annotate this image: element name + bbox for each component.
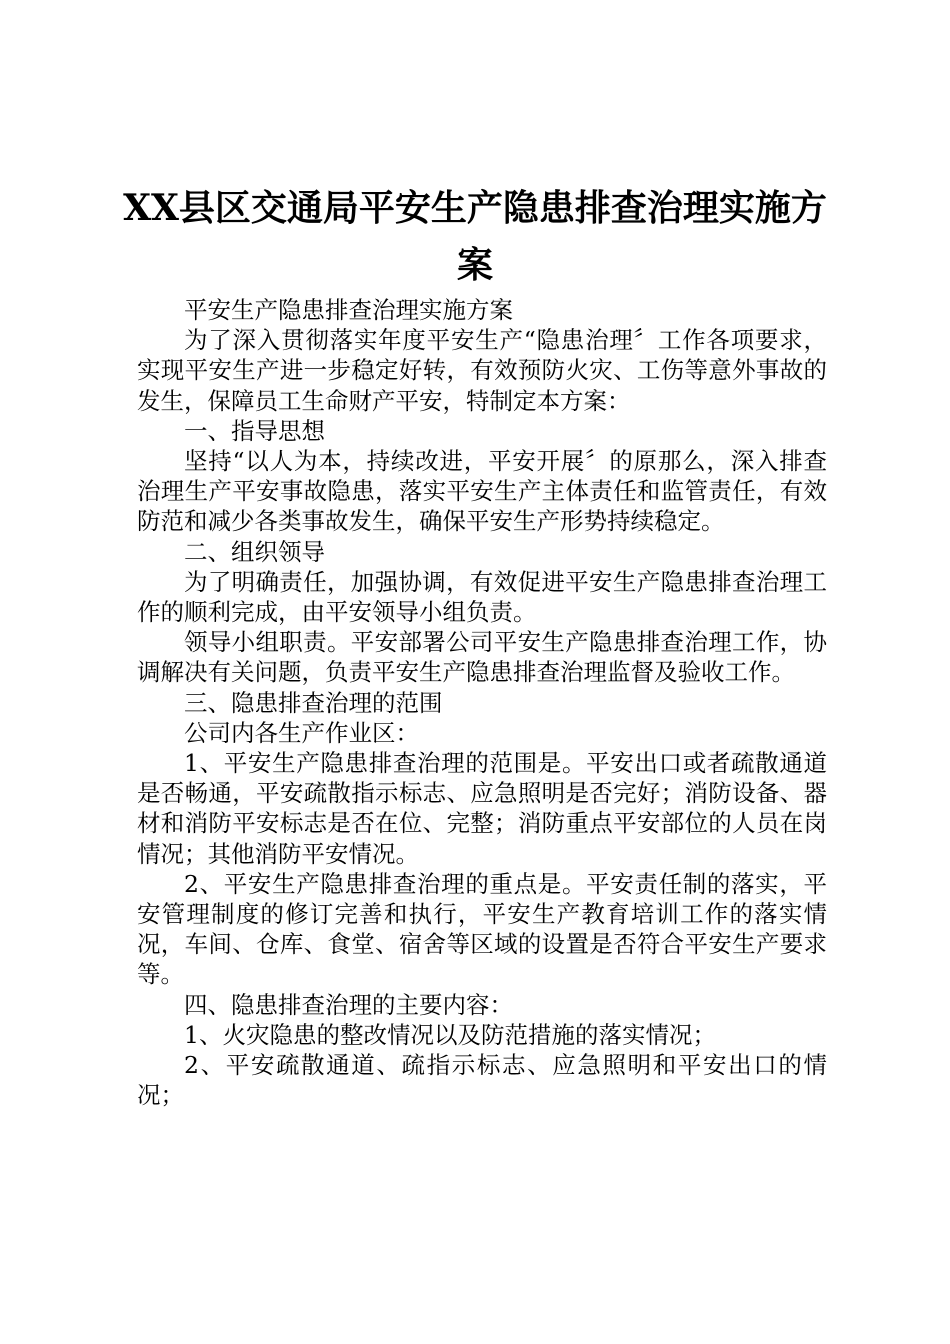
document-title-line-1: XX县区交通局平安生产隐患排查治理实施方 — [123, 187, 827, 229]
document-body — [137, 295, 827, 1110]
intro-paragraph: 为了深入贯彻落实年度平安生产“隐患治理〞工作各项要求，实现平安生产进一步稳定好转，有效预防火灾、工伤等意外事故的发生，保障员工生命财产平安，特制定本方案： — [137, 326, 827, 415]
paragraph: 公司内各生产作业区： — [184, 718, 419, 747]
list-item: 1、火灾隐患的整改情况以及防范措施的落实情况； — [184, 1020, 716, 1049]
section-heading: 二、组织领导 — [184, 537, 325, 566]
paragraph: 为了明确责任，加强协调，有效促进平安生产隐患排查治理工作的顺利完成，由平安领导小组负责。 — [137, 567, 827, 627]
section-heading: 三、隐患排查治理的范围 — [184, 688, 443, 717]
list-item: 1、平安生产隐患排查治理的范围是。平安出口或者疏散通道是否畅通，平安疏散指示标志、应急照明是否完好；消防设备、器材和消防平安标志是否在位、完整；消防重点平安部位的人员在岗情况；其他消防平安情况。 — [137, 749, 827, 868]
paragraph: 领导小组职责。平安部署公司平安生产隐患排查治理工作，协调解决有关问题，负责平安生产隐患排查治理监督及验收工作。 — [137, 628, 827, 687]
list-item: 2、平安生产隐患排查治理的重点是。平安责任制的落实，平安管理制度的修订完善和执行，平安生产教育培训工作的落实情况，车间、仓库、食堂、宿舍等区域的设置是否符合平安生产要求等。 — [137, 869, 827, 989]
section-heading: 一、指导思想 — [184, 416, 325, 445]
paragraph: 坚持“以人为本，持续改进，平安开展〞的原那么，深入排查治理生产平安事故隐患，落实平安生产主体责任和监管责任，有效防范和减少各类事故发生，确保平安生产形势持续稳定。 — [137, 447, 827, 536]
list-item: 2、平安疏散通道、疏指示标志、应急照明和平安出口的情况； — [137, 1051, 827, 1110]
section-heading: 平安生产隐患排查治理实施方案 — [184, 296, 513, 324]
document-title-line-2: 案 — [456, 244, 493, 286]
section-heading: 四、隐患排查治理的主要内容： — [184, 990, 513, 1019]
